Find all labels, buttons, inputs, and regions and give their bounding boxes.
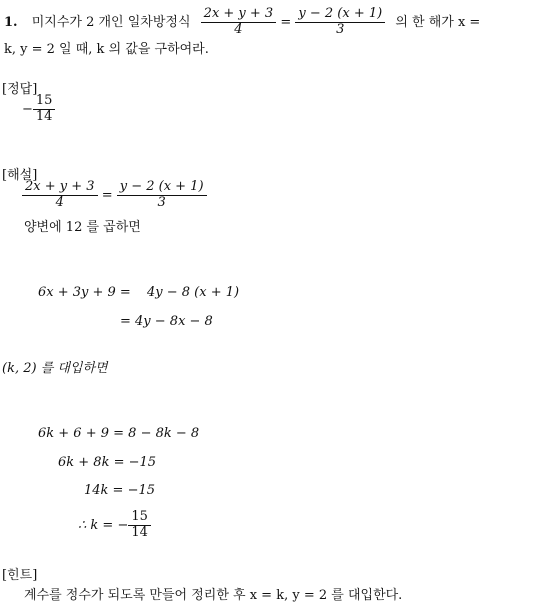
answer-label: [정답] (2, 82, 38, 97)
hint-label: [힌트] (2, 568, 38, 583)
problem-number: 1. (4, 14, 18, 30)
step1-lhs: 6x + 3y + 9 = (38, 285, 131, 300)
problem-text-mid: 의 한 해가 x = (395, 14, 481, 30)
answer-fraction: $\frac{15}{14}$ (33, 94, 56, 125)
solution-fraction-right: $\frac{y - 2 (x + 1)}{3}$ (117, 180, 207, 211)
solution-label: [해설] (2, 168, 38, 183)
step6-prefix: ∴ k = − (78, 517, 129, 533)
step2: = 4y − 8x − 8 (120, 314, 213, 329)
step1-rhs: 4y − 8 (x + 1) (147, 285, 240, 300)
problem-line-1: 1. 미지수가 2 개인 일차방정식 $\frac{2x + y + 3}{4}$ = $\frac{y - 2 (x + 1)}{3}$ 의 한 해가 x = (4, 6, 481, 37)
answer-value (22, 94, 55, 125)
multiply-text: 양변에 12 를 곱하면 (24, 220, 141, 235)
problem-text-prefix: 미지수가 2 개인 일차방정식 (31, 14, 191, 30)
solution-equation-1: $\frac{2x + y + 3}{4}$ = $\frac{y - 2 (x + 1)}{3}$ (22, 180, 207, 211)
step6 (78, 510, 151, 541)
step4: 6k + 8k = −15 (58, 455, 157, 470)
problem-fraction-right: $\frac{y - 2 (x + 1)}{3}$ (295, 7, 385, 38)
answer-sign: − (22, 101, 33, 117)
problem-line-2: k, y = 2 일 때, k 의 값을 구하여라. (4, 42, 209, 57)
step6-fraction: $\frac{15}{14}$ (128, 510, 151, 541)
step5: 14k = −15 (84, 483, 156, 498)
step3: 6k + 6 + 9 = 8 − 8k − 8 (38, 426, 200, 441)
hint-text: 계수를 정수가 되도록 만들어 정리한 후 x = k, y = 2 를 대입한다. (24, 588, 403, 603)
solution-fraction-left: $\frac{2x + y + 3}{4}$ (22, 180, 98, 211)
problem-fraction-left: $\frac{2x + y + 3}{4}$ (201, 7, 277, 38)
substitute-text: (k, 2) 를 대입하면 (2, 361, 108, 376)
